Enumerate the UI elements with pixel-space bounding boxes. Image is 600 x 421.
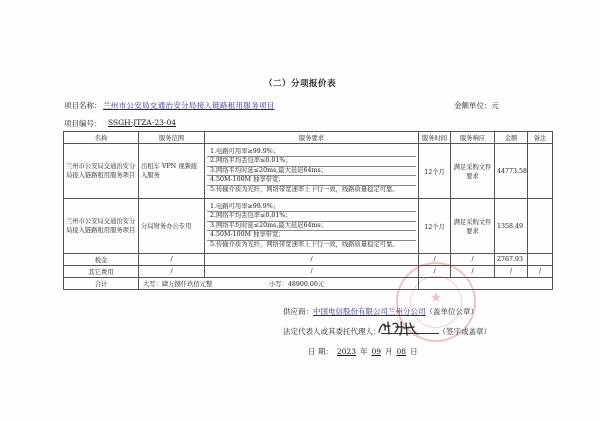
project-name-label: 项目名称：	[64, 101, 102, 110]
quotation-table	[63, 131, 553, 290]
header-name: 名称	[64, 132, 139, 144]
row-scope: 分局财务办公专用	[139, 199, 205, 254]
other-amount: /	[495, 266, 528, 278]
requirement-item: 4.50M-100M 独享带宽；	[207, 176, 416, 186]
seal-star-icon: ★	[429, 290, 443, 306]
date-label: 日 期：	[308, 347, 333, 356]
tax-response: /	[451, 254, 495, 266]
tax-row	[64, 254, 553, 266]
row-amount: 1358.49	[495, 199, 528, 254]
tax-scope: /	[139, 254, 205, 266]
tax-amount: 2767.93	[495, 254, 528, 266]
table-header-row	[64, 132, 553, 144]
requirement-item: 2.网络平均丢包率≤0.01%；	[207, 212, 416, 222]
document-title: （二）分项报价表	[263, 79, 336, 89]
tax-time: /	[419, 254, 451, 266]
project-code-label: 项目编号：	[64, 119, 102, 128]
table-row	[64, 199, 553, 254]
month-unit: 月	[385, 347, 393, 356]
row-response: 满足采购文件要求	[451, 199, 495, 254]
header-amount: 金额	[495, 132, 528, 144]
supplier-line	[283, 306, 478, 317]
other-scope: /	[139, 266, 205, 278]
other-label: 其它费用	[64, 266, 139, 278]
row-note	[528, 199, 553, 254]
row-time: 12个月	[419, 144, 451, 199]
requirement-item: 3.网络平均时延≤20ms,最大延迟64ms；	[207, 167, 416, 177]
table-row	[64, 144, 553, 199]
row-requirements	[205, 199, 419, 254]
supplier-name: 中国电信股份有限公司兰州分公司	[313, 307, 426, 316]
tax-note	[528, 254, 553, 266]
requirement-item: 5.传输介质为光纤，网络带宽速率上下行一致，线路质量稳定可靠。	[210, 185, 399, 193]
supplier-label: 供应商：	[283, 307, 313, 316]
date-day: 08	[396, 347, 407, 356]
date-line	[308, 346, 418, 357]
row-note	[528, 144, 553, 199]
tax-label: 税金	[64, 254, 139, 266]
year-unit: 年	[359, 347, 368, 356]
row-scope: 出租车 VPN 视频接入服务	[139, 144, 205, 199]
handwritten-signature	[376, 318, 422, 338]
project-code: SSGH-JTZA-23-04	[108, 118, 177, 127]
other-note: /	[528, 266, 553, 278]
total-row	[64, 278, 553, 290]
requirement-item: 4.50M-100M 独享带宽；	[207, 231, 416, 241]
total-label: 合计	[64, 278, 139, 290]
date-month: 09	[371, 347, 382, 356]
rep-suffix: （签字或盖章）	[438, 327, 491, 336]
header-scope: 服务范围	[139, 132, 205, 144]
header-note: 备注	[528, 132, 553, 144]
header-response: 服务响应	[451, 132, 495, 144]
requirement-item: 2.网络平均丢包率≤0.01%；	[207, 157, 416, 167]
requirement-item: 1.电路可用率≥99.9%；	[207, 148, 416, 158]
row-amount: 44773.58	[495, 144, 528, 199]
day-unit: 日	[410, 347, 418, 356]
total-lowercase-text: 小写：48900.00元	[269, 281, 325, 288]
other-response: /	[451, 266, 495, 278]
other-requirements: /	[205, 266, 419, 278]
header-requirements: 服务要求	[205, 132, 419, 144]
header-time: 服务时间	[419, 132, 451, 144]
requirement-item: 5.传输介质为光纤，网络带宽速率上下行一致，线路质量稳定可靠。	[210, 240, 399, 248]
row-name: 兰州市公安局交通治安分局接入链路租用服务项目	[64, 144, 139, 199]
row-requirements	[205, 144, 419, 199]
row-name: 兰州市公安局交通治安分局接入链路租用服务项目	[64, 199, 139, 254]
date-year: 2023	[336, 347, 356, 356]
row-response: 满足采购文件要求	[451, 144, 495, 199]
row-time: 12个月	[419, 199, 451, 254]
rep-label: 法定代表人或其委托代理人：	[283, 327, 381, 336]
project-name: 兰州市公安局交通治安分局接入链路租用服务项目	[103, 101, 275, 110]
total-uppercase-text: 大写：肆万捌仟玖佰元整	[143, 281, 213, 288]
currency-unit: 金额单位：元	[454, 101, 499, 110]
other-fees-row	[64, 266, 553, 278]
other-time: /	[419, 266, 451, 278]
tax-requirements: /	[205, 254, 419, 266]
requirement-item: 1.电路可用率≥99.9%；	[207, 203, 416, 213]
requirement-item: 3.网络平均时延≤20ms,最大延迟64ms；	[207, 222, 416, 232]
supplier-suffix: （盖单位公章）	[425, 307, 478, 316]
